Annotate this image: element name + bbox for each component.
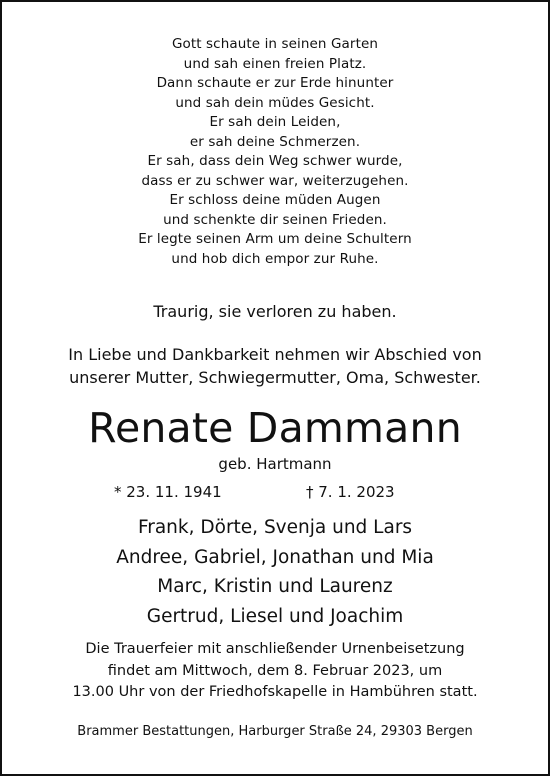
family-line: Marc, Kristin und Laurenz — [157, 576, 393, 597]
poem-line: Er sah dein Leiden, — [209, 114, 341, 130]
poem-line: Dann schaute er zur Erde hinunter — [156, 75, 394, 91]
birth-date: * 23. 11. 1941 — [114, 483, 222, 501]
poem-line: und sah dein müdes Gesicht. — [175, 94, 375, 111]
service-line: Die Trauerfeier mit anschließender Urnenbeisetzung — [85, 641, 465, 657]
funeral-service-info — [2, 639, 548, 704]
poem-line: dass er zu schwer war, weiterzugehen. — [141, 172, 409, 189]
maiden-name: geb. Hartmann — [218, 455, 332, 473]
poem-line: Er schloss deine müden Augen — [169, 192, 381, 208]
poem-line: Er sah, dass dein Weg schwer wurde, — [147, 153, 403, 169]
family-line: Frank, Dörte, Svenja und Lars — [137, 517, 413, 538]
poem-line: und hob dich empor zur Ruhe. — [171, 250, 379, 267]
family-line: Andree, Gabriel, Jonathan und Mia — [116, 546, 434, 568]
poem-line: und schenkte dir seinen Frieden. — [163, 211, 387, 228]
farewell-intro — [2, 343, 548, 389]
service-line: 13.00 Uhr von der Friedhofskapelle in Hambühren statt. — [72, 684, 478, 700]
poem-line: er sah deine Schmerzen. — [189, 133, 361, 150]
mourning-line: Traurig, sie verloren zu haben. — [153, 302, 397, 321]
poem-line: Er legte seinen Arm um deine Schultern — [138, 231, 412, 247]
undertaker-address: Brammer Bestattungen, Harburger Straße 24, 29303 Bergen — [77, 724, 473, 739]
service-line: findet am Mittwoch, dem 8. Februar 2023, um — [107, 662, 443, 679]
poem — [2, 35, 548, 269]
intro-line: In Liebe und Dankbarkeit nehmen wir Abschied von — [68, 345, 482, 364]
intro-line: unserer Mutter, Schwiegermutter, Oma, Schwester. — [69, 368, 481, 387]
deceased-name: Renate Dammann — [88, 404, 462, 452]
poem-line: Gott schaute in seinen Garten — [171, 36, 379, 52]
family-list — [2, 513, 548, 631]
family-line: Gertrud, Liesel und Joachim — [146, 605, 404, 627]
death-date: † 7. 1. 2023 — [306, 483, 395, 501]
poem-line: und sah einen freien Platz. — [183, 55, 367, 72]
